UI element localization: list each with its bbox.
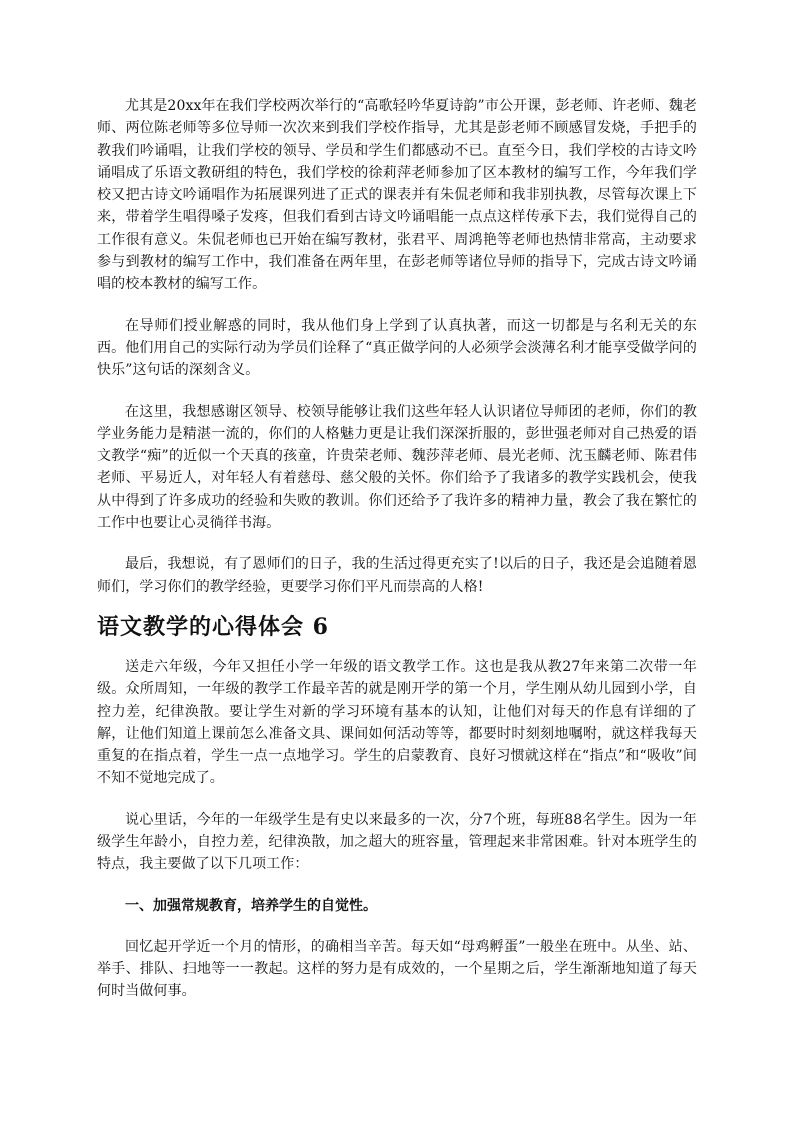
paragraph-gap (97, 382, 697, 401)
paragraph-mentors-integrity: 在导师们授业解惑的同时，我从他们身上学到了认真执著，而这一切都是与名利无关的东西。他们用自己的实际行动为学员们诠释了“真正做学问的人必须学会淡薄名利才能享受做学问的快乐”这句话的深刻含义。 (97, 317, 697, 379)
paragraph-closing: 最后，我想说，有了恩师们的日子，我的生活过得更充实了!以后的日子，我还是会追随着恩师们，学习你们的教学经验，更要学习你们平凡而崇高的人格! (97, 556, 697, 595)
paragraph-gap (97, 296, 697, 315)
paragraph-first-grade: 送走六年级，今年又担任小学一年级的语文教学工作。这也是我从教27年来第二次带一年级。众所周知，一年级的教学工作最辛苦的就是刚开学的第一个月，学生刚从幼儿园到小学，自控力差，纪律涣散。要让学生对新的学习环境有基本的认知，让他们对每天的作息有详细的了解，让他们知道上课前怎么准备文具、课间如何活动等等，都要时时刻刻地嘱咐，就这样我每天重复的在指点着，学生一点一点地学习。学生的启蒙教育、良好习惯就这样在“指点”和“吸收”间不知不觉地完成了。 (97, 658, 697, 787)
document-page (97, 95, 697, 1003)
paragraph-class-size: 说心里话，今年的一年级学生是有史以来最多的一次，分7个班，每班88名学生。因为一年级学生年龄小，自控力差，纪律涣散，加之超大的班容量，管理起来非常困难。针对本班学生的特点，我主要做了以下几项工作： (97, 811, 697, 873)
paragraph-gap (97, 917, 697, 936)
paragraph-gap (97, 876, 697, 895)
paragraph-gap (97, 790, 697, 809)
subheading-routine-education: 一、加强常规教育，培养学生的自觉性。 (125, 897, 377, 914)
heading-gap (97, 642, 697, 656)
heading-gap (97, 598, 697, 612)
paragraph-thanks: 在这里，我想感谢区领导、校领导能够让我们这些年轻人认识诸位导师团的老师，你们的教学业务能力是精湛一流的，你们的人格魅力更是让我们深深折服的，彭世强老师对自己热爱的语文教学“痴”的近似一个天真的孩童，许贵荣老师、魏莎萍老师、晨光老师、沈玉麟老师、陈君伟老师、平易近人，对年轻人有着慈母、慈父般的关怀。你们给予了我诸多的教学实践机会，使我从中得到了许多成功的经验和失败的教训。你们还给予了我许多的精神力量，教会了我在繁忙的工作中也要让心灵徜徉书海。 (97, 403, 697, 532)
paragraph-mentors-guidance: 尤其是20xx年在我们学校两次举行的“高歌轻吟华夏诗韵”市公开课，彭老师、许老师、魏老师、两位陈老师等多位导师一次次来到我们学校作指导，尤其是彭老师不顾感冒发烧，手把手的教我们吟诵唱，让我们学校的领导、学员和学生们都感动不已。直至今日，我们学校的古诗文吟诵唱成了乐语文教研组的特色，我们学校的徐莉萍老师参加了区本教材的编写工作，今年我们学校又把古诗文吟诵唱作为拓展课列进了正式的课表并有朱侃老师和我非别执教，尽管每次课上下来，带着学生唱得嗓子发疼，但我们看到古诗文吟诵唱能一点点这样传承下去，我们觉得自己的工作很有意义。朱侃老师也已开始在编写教材，张君平、周鸿艳等老师也热情非常高，主动要求参与到教材的编写工作中，我们准备在两年里，在彭老师等诸位导师的指导下，完成古诗文吟诵唱的校本教材的编写工作。 (97, 98, 697, 293)
paragraph-gap (97, 534, 697, 553)
paragraph-recollection: 回忆起开学近一个月的情形，的确相当辛苦。每天如“母鸡孵蛋”一般坐在班中。从坐、站、举手、排队、扫地等一一教起。这样的努力是有成效的，一个星期之后，学生渐渐地知道了每天何时当做何事。 (97, 938, 697, 1000)
section-heading: 语文教学的心得体会 6 (97, 613, 329, 640)
